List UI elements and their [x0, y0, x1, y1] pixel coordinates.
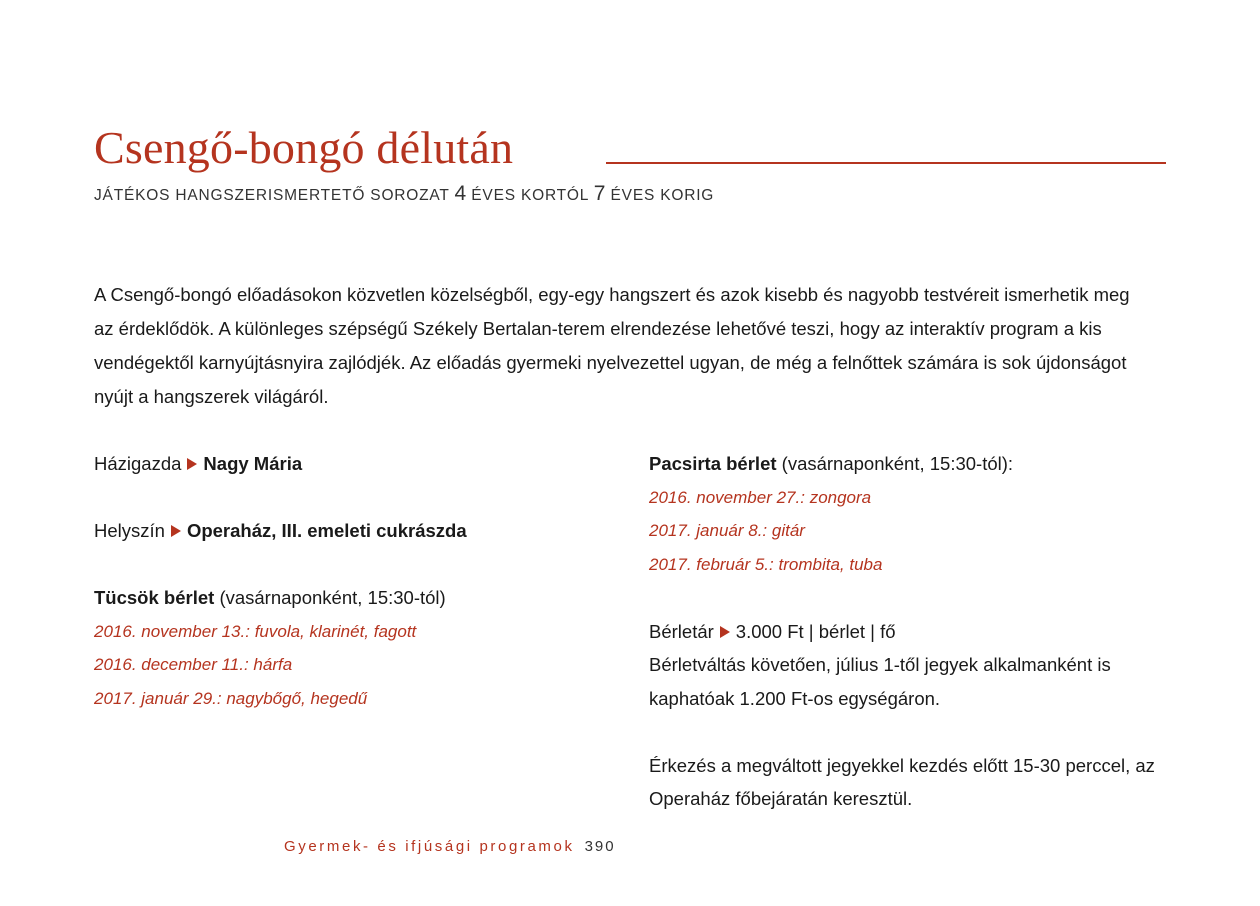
event-date: 2016. december 11.: — [94, 655, 249, 674]
tucsok-heading — [94, 581, 614, 615]
tucsok-title: Tücsök bérlet — [94, 587, 215, 608]
footer-section: Gyermek- és ifjúsági programok — [284, 838, 575, 855]
triangle-right-icon — [171, 525, 181, 537]
host-value: Nagy Mária — [203, 453, 303, 474]
subtitle-part2: ÉVES KORTÓL — [471, 187, 589, 204]
event-instruments: fuvola, klarinét, fagott — [254, 621, 417, 641]
page-number: 390 — [584, 838, 616, 855]
arrival-line-2: Operaház főbejáratán keresztül. — [649, 788, 913, 809]
ticket-line-2: kaphatóak 1.200 Ft-os egységáron. — [649, 687, 941, 709]
list-item — [94, 615, 614, 649]
triangle-right-icon — [720, 626, 730, 638]
event-instruments: nagybőgő, hegedű — [226, 688, 368, 708]
title-row — [94, 122, 1166, 174]
intro-line: nyújt a hangszerek világáról. — [94, 386, 329, 407]
venue-line — [94, 514, 614, 548]
subtitle-age-from: 4 — [454, 182, 467, 205]
host-label: Házigazda — [94, 453, 182, 474]
event-date: 2016. november 13.: — [94, 621, 250, 641]
right-column — [649, 447, 1209, 816]
subtitle — [94, 182, 714, 208]
tucsok-note: (vasárnaponként, 15:30-tól) — [219, 587, 446, 608]
intro-line: az érdeklődök. A különleges szépségű Székely Bertalan-terem elrendezése lehetővé teszi, hogy az interaktív program a kis — [94, 318, 1102, 339]
intro-line: vendégektől karnyújtásnyira zajlódjék. Az előadás gyermeki nyelvezettel ugyan, de még a felnőttek számára is sok újdonságot — [94, 352, 1127, 373]
event-date: 2017. január 29.: — [94, 688, 222, 708]
venue-value: Operaház, III. emeleti cukrászda — [186, 520, 467, 541]
page-footer — [284, 838, 616, 855]
ticket-line-1: Bérletváltás követően, július 1-től jegyek alkalmanként is — [649, 654, 1111, 675]
list-item — [649, 548, 1209, 582]
arrival-line-1: Érkezés a megváltott jegyekkel kezdés előtt 15-30 perccel, az — [649, 754, 1155, 776]
intro-paragraph — [94, 278, 1174, 414]
intro-line: A Csengő-bongó előadásokon közvetlen közelségből, egy-egy hangszert és azok kisebb és nagyobb testvéreit ismerhetik meg — [94, 284, 1130, 305]
left-column — [94, 447, 614, 715]
subtitle-part1: JÁTÉKOS HANGSZERISMERTETŐ SOROZAT — [94, 187, 450, 204]
price-value: 3.000 Ft | bérlet | fő — [735, 620, 896, 642]
pacsirta-heading — [649, 447, 1209, 481]
subtitle-part3: ÉVES KORIG — [610, 187, 715, 204]
pacsirta-title: Pacsirta bérlet — [649, 453, 777, 474]
list-item — [649, 514, 1209, 548]
list-item — [649, 481, 1209, 515]
venue-label: Helyszín — [94, 520, 165, 541]
event-date: 2017. február 5.: — [649, 554, 774, 574]
triangle-right-icon — [187, 458, 197, 470]
event-date: 2017. január 8.: — [649, 521, 768, 540]
pacsirta-note: (vasárnaponként, 15:30-tól): — [781, 453, 1014, 474]
list-item — [94, 682, 614, 716]
host-line — [94, 447, 614, 481]
title-rule — [606, 162, 1166, 164]
event-instruments: hárfa — [253, 655, 293, 674]
event-date: 2016. november 27.: — [649, 487, 805, 507]
subtitle-age-to: 7 — [593, 182, 606, 205]
list-item — [94, 648, 614, 682]
price-label: Bérletár — [649, 620, 714, 642]
event-instruments: zongora — [809, 487, 872, 507]
event-instruments: trombita, tuba — [778, 554, 883, 574]
page-title: Csengő-bongó délután — [94, 122, 514, 173]
event-instruments: gitár — [771, 521, 805, 540]
price-line — [649, 615, 1209, 649]
